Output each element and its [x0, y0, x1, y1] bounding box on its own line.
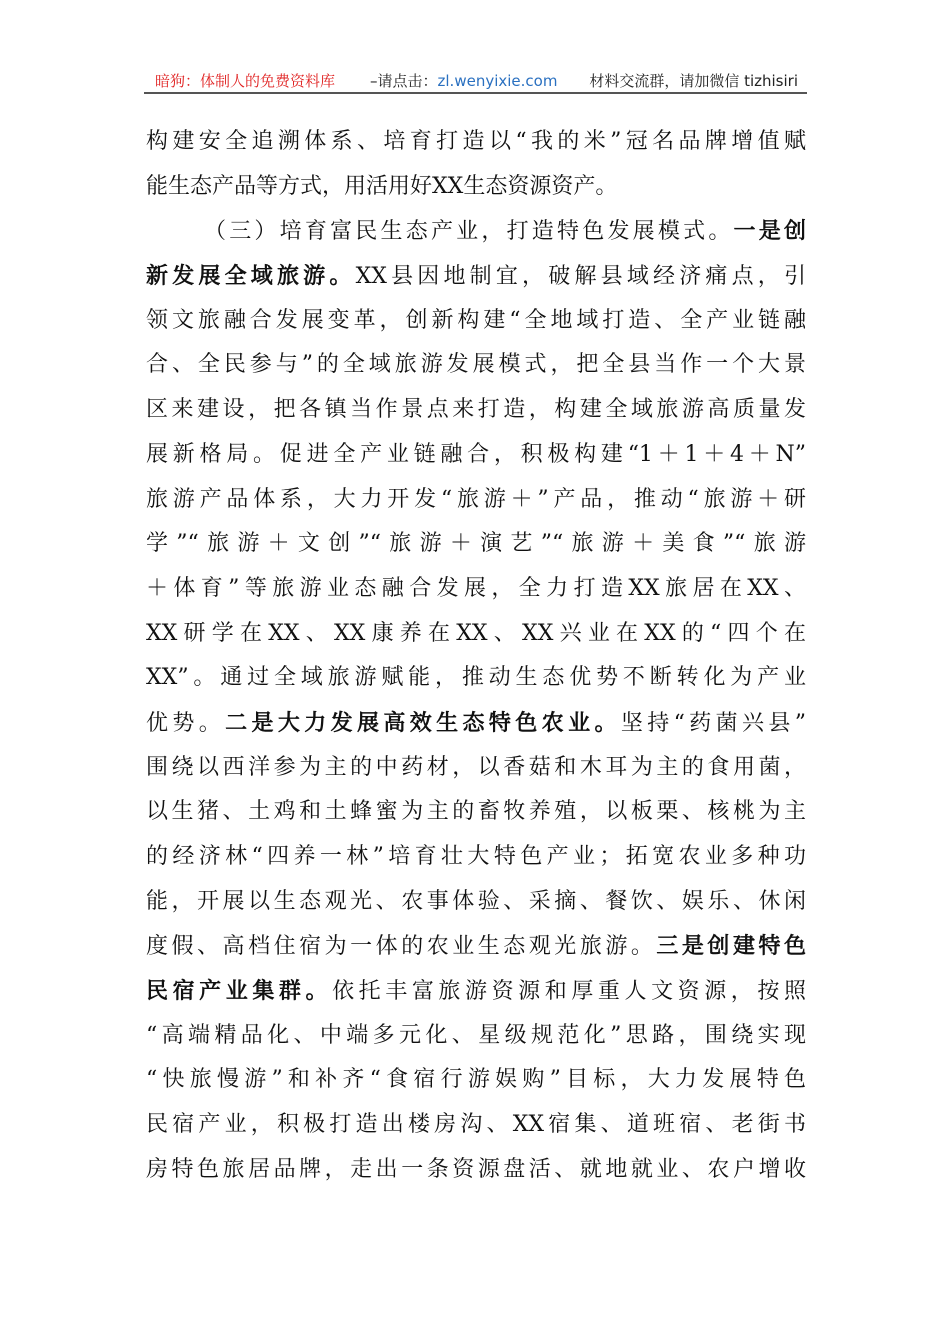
- text-line: [146, 435, 806, 480]
- bold-text: 三是创建特色: [656, 933, 806, 960]
- text-segment: 展新格局。促进全产业链融合，积极构建“1＋1＋4＋N”: [146, 441, 806, 467]
- text-line: [146, 211, 806, 256]
- text-line: [146, 971, 806, 1016]
- text-segment: XX研学在XX、XX康养在XX、XX兴业在XX的“四个在: [146, 620, 806, 646]
- text-line: [146, 122, 806, 167]
- text-segment: 领文旅融合发展变革，创新构建“全地域打造、全产业链融: [146, 307, 806, 333]
- text-line: [146, 748, 806, 793]
- text-segment: 围绕以西洋参为主的中药材，以香菇和木耳为主的食用菌，: [146, 754, 806, 780]
- text-segment: XX”。通过全域旅游赋能，推动生态优势不断转化为产业: [146, 665, 806, 691]
- text-segment: 能生态产品等方式，用活用好XX生态资源资产。: [146, 173, 618, 199]
- text-line: [146, 1150, 806, 1195]
- page-header: [146, 70, 806, 92]
- text-segment: 的经济林“四养一林”培育壮大特色产业；拓宽农业多种功: [146, 844, 806, 869]
- text-segment: ＋体育”等旅游业态融合发展，全力打造XX旅居在XX、: [146, 575, 806, 601]
- document-body: [146, 122, 806, 1195]
- text-line: [146, 658, 806, 703]
- text-segment: 能，开展以生态观光、农事体验、采摘、餐饮、娱乐、休闲: [146, 888, 806, 914]
- text-line: [146, 703, 806, 748]
- text-line: [146, 524, 806, 569]
- text-segment: 房特色旅居品牌，走出一条资源盘活、就地就业、农户增收: [146, 1156, 806, 1182]
- click-label: –请点击：: [370, 72, 438, 90]
- link-group: [370, 70, 557, 91]
- text-line: [146, 1060, 806, 1105]
- text-segment: 区来建设，把各镇当作景点来打造，构建全域旅游高质量发: [146, 397, 806, 423]
- text-segment: 优势。: [146, 710, 226, 736]
- text-segment: 民宿产业，积极打造出楼房沟、XX宿集、道班宿、老街书: [146, 1112, 806, 1138]
- promo-text: 暗狗：体制人的免费资料库: [155, 72, 336, 90]
- text-segment: 旅游产品体系，大力开发“旅游＋”产品，推动“旅游＋研: [146, 486, 806, 512]
- text-line: [146, 390, 806, 435]
- text-segment: 构建安全追溯体系、培育打造以“我的米”冠名品牌增值赋: [146, 129, 806, 154]
- contact-text: 材料交流群，请加微信 tizhisiri: [589, 72, 798, 90]
- text-line: [146, 882, 806, 927]
- bold-text: 新发展全域旅游。: [146, 263, 356, 290]
- header-divider: [144, 92, 807, 94]
- text-line: [146, 1016, 806, 1061]
- text-line: [146, 167, 806, 212]
- text-segment: “快旅慢游”和补齐“食宿行游娱购”目标，大力发展特色: [146, 1067, 806, 1093]
- text-segment: 度假、高档住宿为一体的农业生态观光旅游。: [146, 934, 657, 960]
- text-line: [146, 926, 806, 971]
- bold-text: 一是创: [733, 218, 806, 245]
- text-line: [146, 480, 806, 525]
- text-line: [146, 301, 806, 346]
- text-segment: 坚持“药菌兴县”: [620, 710, 806, 736]
- text-line: [146, 345, 806, 390]
- text-segment: 合、全民参与”的全域旅游发展模式，把全县当作一个大景: [146, 352, 806, 378]
- text-segment: 以生猪、土鸡和土蜂蜜为主的畜牧养殖，以板栗、核桃为主: [146, 799, 806, 825]
- text-segment: 依托丰富旅游资源和厚重人文资源，按照: [332, 979, 806, 1005]
- text-segment: XX县因地制宜，破解县域经济痛点，引: [355, 264, 806, 290]
- website-link[interactable]: zl.wenyixie.com: [437, 72, 558, 90]
- bold-text: 二是大力发展高效生态特色农业。: [225, 709, 621, 736]
- text-line: [146, 792, 806, 837]
- bold-text: 民宿产业集群。: [146, 978, 333, 1005]
- text-line: [146, 256, 806, 301]
- text-line: [146, 569, 806, 614]
- text-line: [146, 614, 806, 659]
- text-segment: “高端精品化、中端多元化、星级规范化”思路，围绕实现: [146, 1022, 806, 1048]
- text-line: [146, 837, 806, 882]
- text-segment: 学”“旅游＋文创”“旅游＋演艺”“旅游＋美食”“旅游: [146, 531, 806, 557]
- text-segment: （三）培育富民生态产业，打造特色发展模式。: [204, 219, 734, 245]
- text-line: [146, 1105, 806, 1150]
